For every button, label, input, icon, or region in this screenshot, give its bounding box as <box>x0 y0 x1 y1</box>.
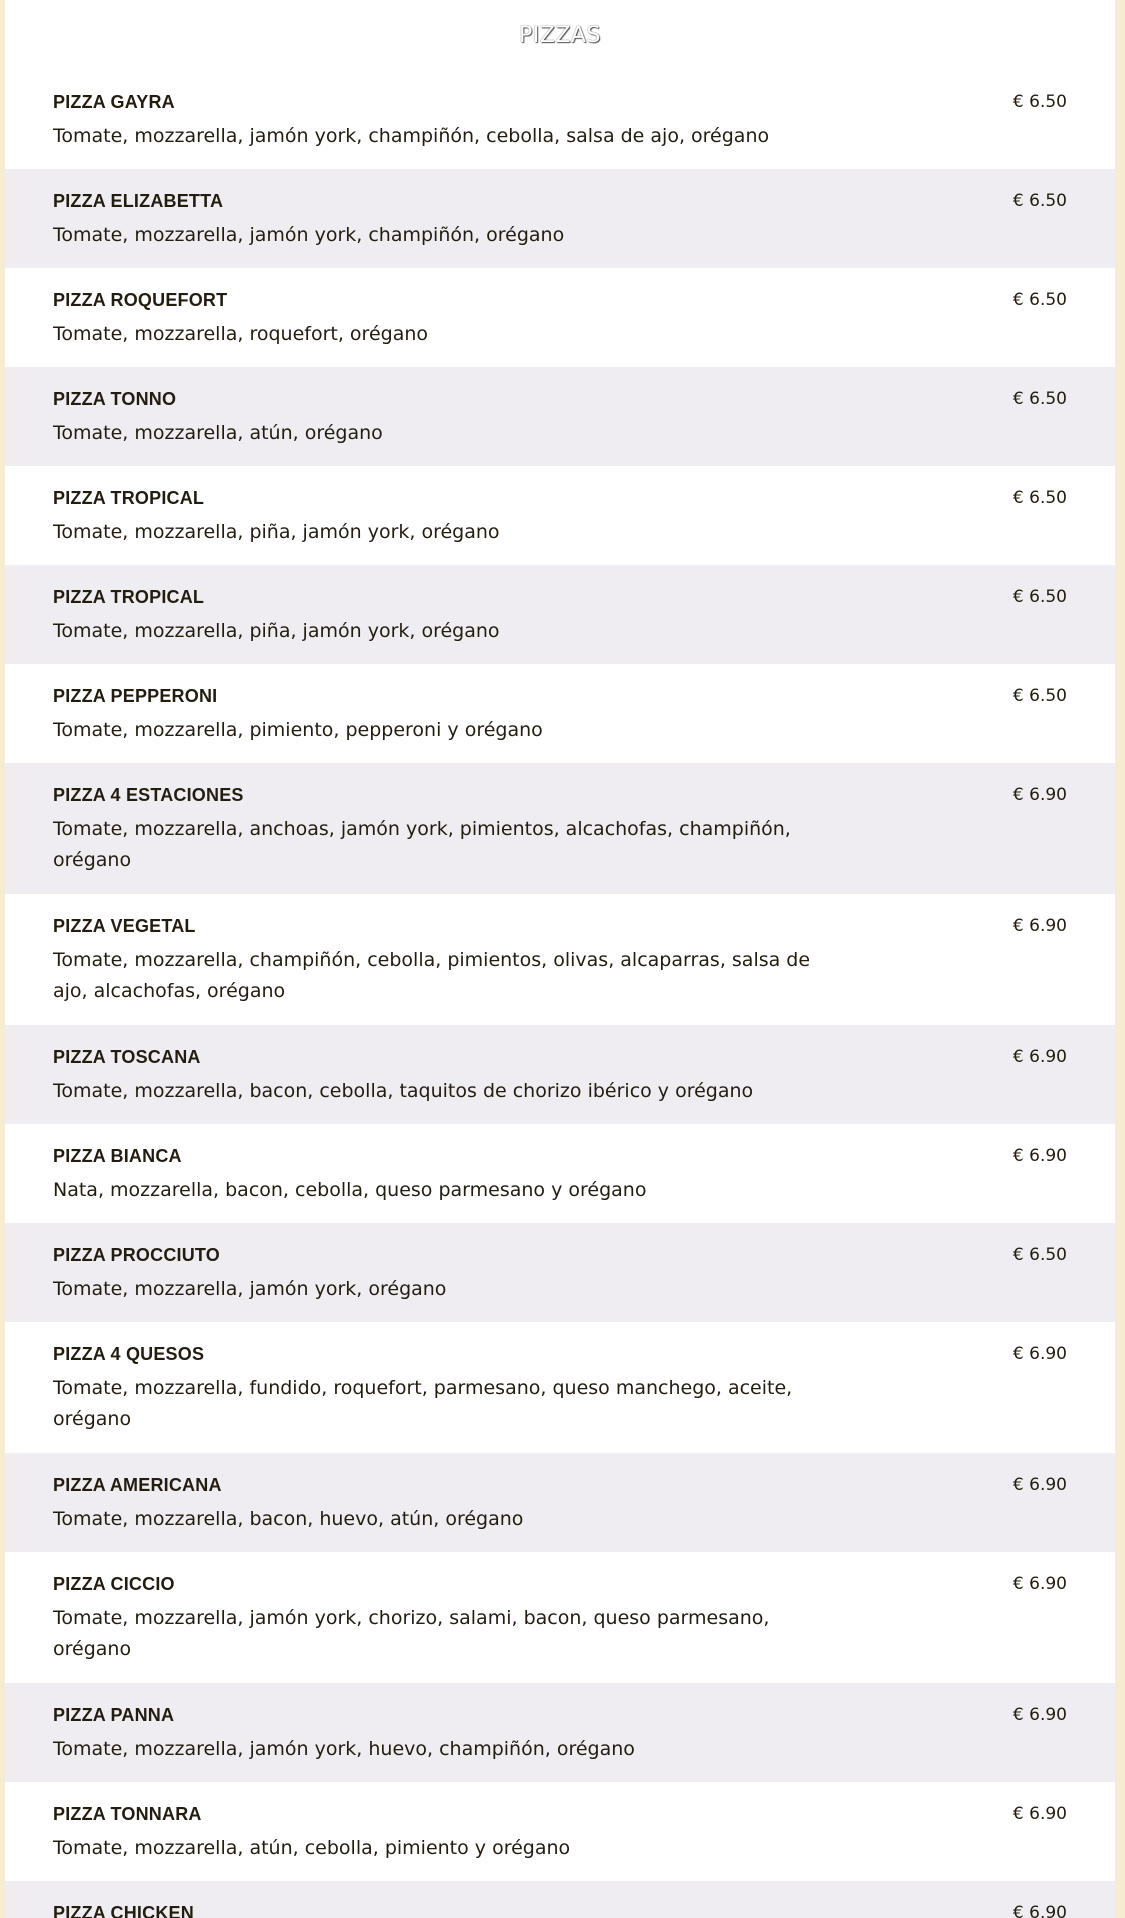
item-description: Tomate, mozzarella, piña, jamón york, orégano <box>53 521 500 543</box>
menu-item[interactable] <box>5 1025 1115 1124</box>
item-price: € 6.90 <box>1012 916 1067 936</box>
menu-item[interactable] <box>5 565 1115 664</box>
item-name: PIZZA ROQUEFORT <box>53 290 228 310</box>
item-name: PIZZA GAYRA <box>53 92 175 112</box>
item-description: Tomate, mozzarella, jamón york, orégano <box>53 1278 447 1300</box>
item-price: € 6.50 <box>1012 92 1067 112</box>
item-price: € 6.90 <box>1012 1047 1067 1067</box>
item-price: € 6.50 <box>1012 686 1067 706</box>
item-price: € 6.90 <box>1012 1574 1067 1594</box>
item-price: € 6.50 <box>1012 488 1067 508</box>
item-description: Nata, mozzarella, bacon, cebolla, queso parmesano y orégano <box>53 1179 647 1201</box>
item-name: PIZZA TROPICAL <box>53 587 205 607</box>
item-name: PIZZA ELIZABETTA <box>53 191 224 211</box>
item-name: PIZZA PROCCIUTO <box>53 1245 221 1265</box>
menu-item[interactable] <box>5 1881 1115 1918</box>
item-description: Tomate, mozzarella, jamón york, champiñón, cebolla, salsa de ajo, orégano <box>53 125 770 147</box>
item-description: Tomate, mozzarella, piña, jamón york, orégano <box>53 620 500 642</box>
item-name: PIZZA BIANCA <box>53 1146 182 1166</box>
item-price: € 6.90 <box>1012 1804 1067 1824</box>
item-name: PIZZA TONNO <box>53 389 177 409</box>
item-description: Tomate, mozzarella, bacon, huevo, atún, orégano <box>53 1508 524 1530</box>
menu-item[interactable] <box>5 1782 1115 1881</box>
menu-item[interactable] <box>5 1223 1115 1322</box>
item-price: € 6.90 <box>1012 1146 1067 1166</box>
menu-item[interactable] <box>5 367 1115 466</box>
item-name: PIZZA AMERICANA <box>53 1475 222 1495</box>
item-price: € 6.50 <box>1012 587 1067 607</box>
item-description: Tomate, mozzarella, champiñón, cebolla, pimientos, olivas, alcaparras, salsa de ajo, alcachofas, orégano <box>53 949 811 1002</box>
item-description: Tomate, mozzarella, bacon, cebolla, taquitos de chorizo ibérico y orégano <box>53 1080 754 1102</box>
menu-item[interactable] <box>5 268 1115 367</box>
item-name: PIZZA CHICKEN <box>53 1903 194 1918</box>
menu-item[interactable] <box>5 1322 1115 1453</box>
item-price: € 6.90 <box>1012 785 1067 805</box>
menu-item[interactable] <box>5 70 1115 169</box>
item-price: € 6.50 <box>1012 1245 1067 1265</box>
item-name: PIZZA TROPICAL <box>53 488 205 508</box>
item-price: € 6.50 <box>1012 389 1067 409</box>
item-description: Tomate, mozzarella, jamón york, champiñón, orégano <box>53 224 565 246</box>
section-header <box>5 0 1115 70</box>
menu-item[interactable] <box>5 763 1115 894</box>
menu-item[interactable] <box>5 664 1115 763</box>
item-description: Tomate, mozzarella, atún, orégano <box>53 422 383 444</box>
item-price: € 6.90 <box>1012 1705 1067 1725</box>
item-price: € 6.50 <box>1012 290 1067 310</box>
item-name: PIZZA PANNA <box>53 1705 175 1725</box>
item-name: PIZZA TONNARA <box>53 1804 202 1824</box>
item-description: Tomate, mozzarella, anchoas, jamón york, pimientos, alcachofas, champiñón, orégano <box>53 818 791 871</box>
item-price: € 6.90 <box>1012 1344 1067 1364</box>
item-description: Tomate, mozzarella, jamón york, huevo, champiñón, orégano <box>53 1738 635 1760</box>
menu-page <box>5 0 1115 1918</box>
section-title: PIZZAS <box>519 22 601 48</box>
item-name: PIZZA TOSCANA <box>53 1047 201 1067</box>
menu-item[interactable] <box>5 894 1115 1025</box>
item-price: € 6.50 <box>1012 191 1067 211</box>
menu-item[interactable] <box>5 1552 1115 1683</box>
item-name: PIZZA VEGETAL <box>53 916 196 936</box>
item-name: PIZZA 4 QUESOS <box>53 1344 205 1364</box>
menu-list <box>5 70 1115 1918</box>
item-description: Tomate, mozzarella, roquefort, orégano <box>53 323 428 345</box>
menu-item[interactable] <box>5 1453 1115 1552</box>
menu-item[interactable] <box>5 1124 1115 1223</box>
item-description: Tomate, mozzarella, pimiento, pepperoni y orégano <box>53 719 543 741</box>
item-name: PIZZA 4 ESTACIONES <box>53 785 244 805</box>
item-description: Tomate, mozzarella, atún, cebolla, pimiento y orégano <box>53 1837 571 1859</box>
item-description: Tomate, mozzarella, fundido, roquefort, parmesano, queso manchego, aceite, orégano <box>53 1377 793 1430</box>
item-name: PIZZA CICCIO <box>53 1574 175 1594</box>
item-price: € 6.90 <box>1012 1903 1067 1918</box>
item-price: € 6.90 <box>1012 1475 1067 1495</box>
menu-item[interactable] <box>5 1683 1115 1782</box>
item-name: PIZZA PEPPERONI <box>53 686 218 706</box>
menu-item[interactable] <box>5 169 1115 268</box>
item-description: Tomate, mozzarella, jamón york, chorizo, salami, bacon, queso parmesano, orégano <box>53 1607 770 1660</box>
menu-item[interactable] <box>5 466 1115 565</box>
